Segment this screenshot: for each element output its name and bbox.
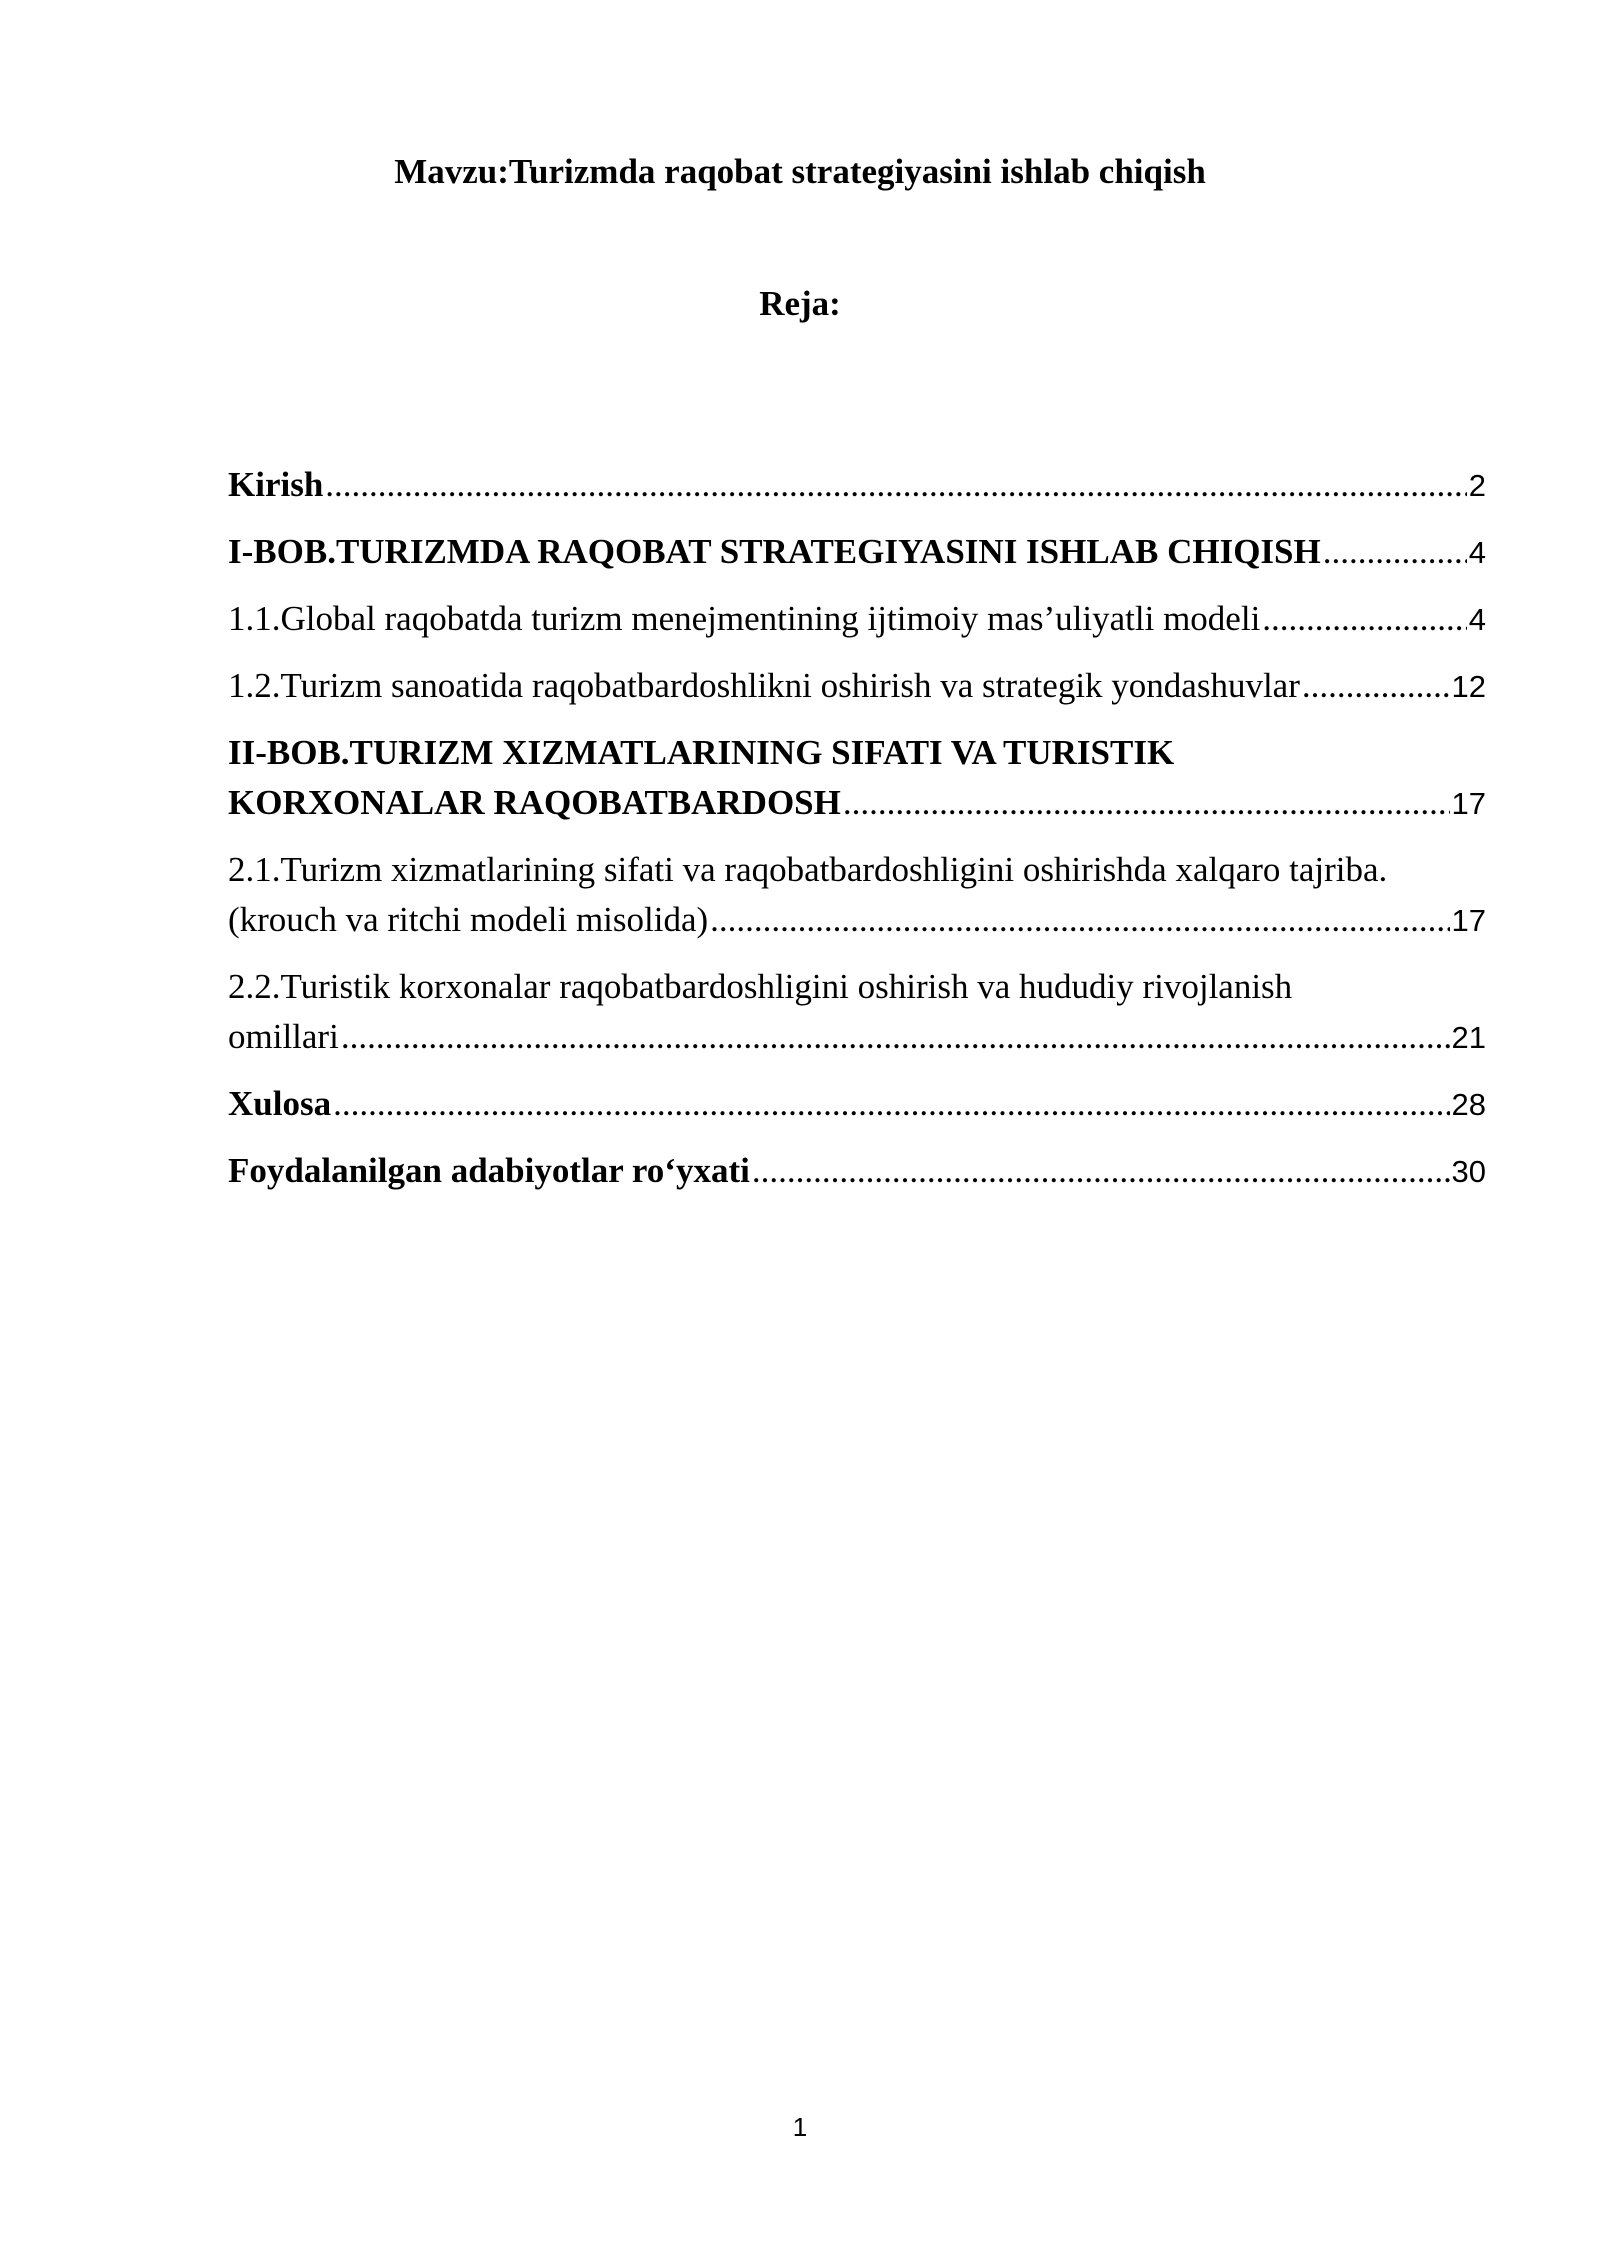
plan-heading: Reja: (759, 284, 841, 323)
toc-entry-section-2-1[interactable] (228, 845, 1486, 946)
toc-page-number: 30 (1451, 1154, 1486, 1189)
page-number-footer: 1 (792, 2112, 808, 2142)
table-of-contents (228, 460, 1486, 1197)
dot-leader (333, 1079, 1449, 1129)
toc-entry-text: Kirish (228, 465, 324, 504)
toc-entry-text-line-1: 2.1.Turizm xizmatlarining sifati va raqobatbardoshligini oshirishda xalqaro tajriba. (228, 850, 1388, 889)
toc-entry-text: 1.1.Global raqobatda turizm menejmentining ijtimoiy mas’uliyatli modeli (228, 599, 1261, 638)
toc-page-number: 17 (1451, 903, 1486, 938)
toc-entry-chapter-1[interactable] (228, 527, 1486, 578)
toc-entry-text: Foydalanilgan adabiyotlar ro‘yxati (228, 1151, 750, 1190)
dot-leader (341, 1012, 1450, 1062)
dot-leader (1262, 594, 1466, 644)
toc-page-number: 4 (1468, 602, 1486, 637)
toc-entry-kirish[interactable] (228, 460, 1486, 511)
toc-entry-section-1-1[interactable] (228, 594, 1486, 645)
dot-leader (1302, 661, 1450, 711)
toc-entry-text-line-1: II-BOB.TURIZM XIZMATLARINING SIFATI VA TURISTIK (228, 733, 1175, 772)
toc-entry-chapter-2[interactable] (228, 728, 1486, 829)
toc-entry-text: 1.2.Turizm sanoatida raqobatbardoshlikni oshirish va strategik yondashuvlar (228, 666, 1300, 705)
toc-entry-text: Xulosa (228, 1084, 332, 1123)
toc-page-number: 4 (1468, 535, 1486, 570)
toc-entry-xulosa[interactable] (228, 1079, 1486, 1130)
toc-page-number: 21 (1451, 1020, 1486, 1055)
toc-entry-text-line-2: (krouch va ritchi modeli misolida) (228, 900, 709, 939)
toc-page-number: 28 (1451, 1087, 1486, 1122)
document-title: Mavzu:Turizmda raqobat strategiyasini ishlab chiqish (394, 152, 1206, 191)
toc-entry-section-2-2[interactable] (228, 962, 1486, 1063)
toc-page-number: 17 (1451, 786, 1486, 821)
toc-entry-references[interactable] (228, 1146, 1486, 1197)
toc-entry-text-line-2: omillari (228, 1017, 339, 1056)
dot-leader (1323, 527, 1467, 577)
toc-entry-text: I-BOB.TURIZMDA RAQOBAT STRATEGIYASINI ISHLAB CHIQISH (228, 532, 1321, 571)
toc-entry-text-line-2: KORXONALAR RAQOBATBARDOSH (228, 783, 841, 822)
toc-page-number: 2 (1468, 468, 1486, 503)
toc-entry-section-1-2[interactable] (228, 661, 1486, 712)
dot-leader (710, 895, 1449, 945)
dot-leader (843, 778, 1450, 828)
dot-leader (752, 1146, 1450, 1196)
toc-entry-text-line-1: 2.2.Turistik korxonalar raqobatbardoshligini oshirish va hududiy rivojlanish (228, 967, 1293, 1006)
dot-leader (325, 460, 1466, 510)
toc-page-number: 12 (1451, 669, 1486, 704)
